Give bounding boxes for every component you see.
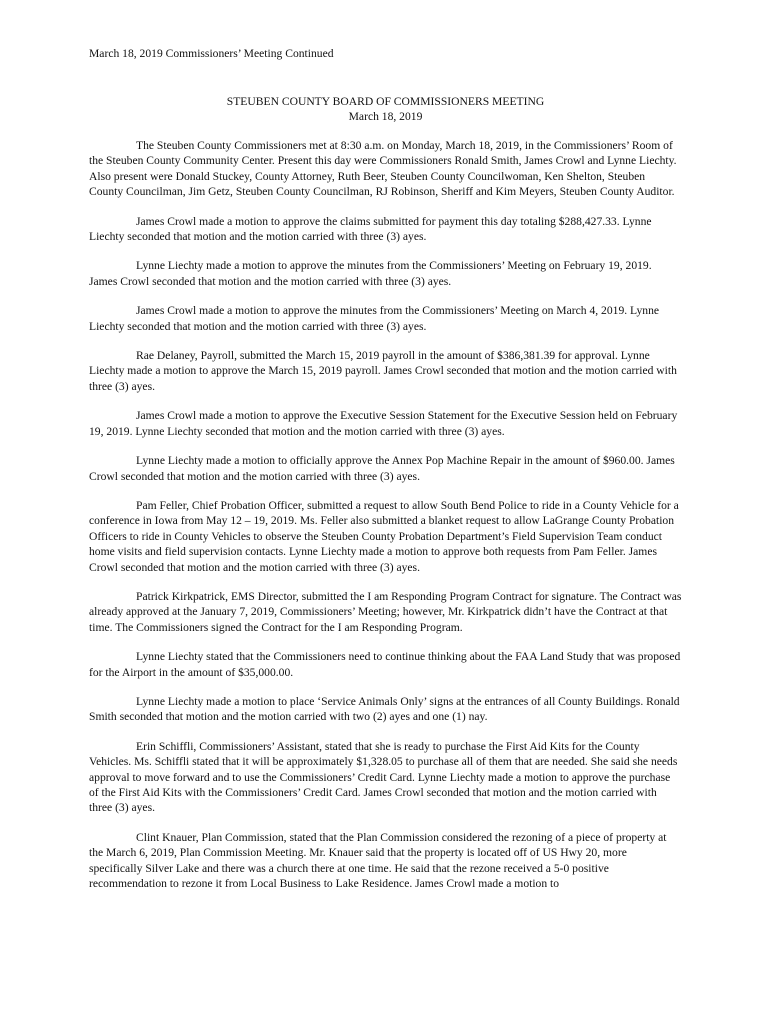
paragraph-service-animals: Lynne Liechty made a motion to place ‘Service Animals Only’ signs at the entrances of all County Buildings. Ronald Smith seconded that motion and the motion carried with two (2) ayes and one (1) nay. bbox=[89, 694, 680, 724]
paragraph-first-aid-kits: Erin Schiffli, Commissioners’ Assistant, stated that she is ready to purchase the First Aid Kits for the County Vehicles. Ms. Schiffli stated that it will be approximately $1,328.05 to purchase all of them that are needed. She said she needs approval to move forward and to use the Commissioners’ Credit Card. Lynne Liechty made a motion to approve the purchase of the First Aid Kits with the Commissioners’ Credit Card. James Crowl seconded that motion and the motion carried with three (3) ayes. bbox=[89, 739, 678, 815]
paragraph-pop-machine: Lynne Liechty made a motion to officially approve the Annex Pop Machine Repair in the amount of $960.00. James Crowl seconded that motion and the motion carried with three (3) ayes. bbox=[89, 454, 675, 483]
paragraph-ems-contract: Patrick Kirkpatrick, EMS Director, submitted the I am Responding Program Contract for signature. The Contract was already approved at the January 7, 2019, Commissioners’ Meeting; however, Mr. Kirkpatrick didn’t have the Contract at that time. The Commissioners signed the Contract for the I am Responding Program. bbox=[89, 589, 682, 634]
title-block bbox=[89, 94, 682, 125]
paragraph-attendance: The Steuben County Commissioners met at 8:30 a.m. on Monday, March 18, 2019, in the Commissioners’ Room of the Steuben County Community Center. Present this day were Commissioners Ronald Smith, James Crowl and Lynne Liechty. Also present were Donald Stuckey, County Attorney, Ruth Beer, Steuben County Councilwoman, Ken Shelton, Steuben County Councilman, Jim Getz, Steuben County Councilman, RJ Robinson, Sheriff and Kim Meyers, Steuben County Auditor. bbox=[89, 139, 677, 199]
minutes-body bbox=[89, 138, 682, 905]
paragraph-faa-study: Lynne Liechty stated that the Commissioners need to continue thinking about the FAA Land Study that was proposed for the Airport in the amount of $35,000.00. bbox=[89, 650, 681, 679]
paragraph-rezoning: Clint Knauer, Plan Commission, stated that the Plan Commission considered the rezoning of a piece of property at the March 6, 2019, Plan Commission Meeting. Mr. Knauer said that the property is located off of US Hwy 20, more specifically Silver Lake and there was a church there at one time. He said that the rezone received a 5-0 positive recommendation to rezone it from Local Business to Lake Residence. James Crowl made a motion to bbox=[89, 830, 667, 891]
paragraph-payroll: Rae Delaney, Payroll, submitted the March 15, 2019 payroll in the amount of $386,381.39 for approval. Lynne Liechty made a motion to approve the March 15, 2019 payroll. James Crowl seconded that motion and the motion carried with three (3) ayes. bbox=[89, 349, 677, 393]
running-header: March 18, 2019 Commissioners’ Meeting Continued bbox=[89, 47, 334, 60]
paragraph-executive-session: James Crowl made a motion to approve the Executive Session Statement for the Executive Session held on February 19, 2019. Lynne Liechty seconded that motion and the motion carried with three (3) ayes. bbox=[89, 409, 678, 438]
meeting-title: STEUBEN COUNTY BOARD OF COMMISSIONERS MEETING bbox=[226, 95, 545, 108]
paragraph-probation: Pam Feller, Chief Probation Officer, submitted a request to allow South Bend Police to ride in a County Vehicle for a conference in Iowa from May 12 – 19, 2019. Ms. Feller also submitted a blanket request to allow LaGrange County Probation Officers to ride in County Vehicles to observe the Steuben County Probation Department’s Field Supervision Team conduct home visits and field supervision contacts. Lynne Liechty made a motion to approve both requests from Pam Feller. James Crowl seconded that motion and the motion carried with three (3) ayes. bbox=[89, 498, 679, 574]
paragraph-minutes-mar-4: James Crowl made a motion to approve the minutes from the Commissioners’ Meeting on March 4, 2019. Lynne Liechty seconded that motion and the motion carried with three (3) ayes. bbox=[89, 304, 660, 333]
meeting-date: March 18, 2019 bbox=[348, 110, 423, 124]
paragraph-claims: James Crowl made a motion to approve the claims submitted for payment this day totaling $288,427.33. Lynne Liechty seconded that motion and the motion carried with three (3) ayes. bbox=[89, 214, 652, 244]
paragraph-minutes-feb-19: Lynne Liechty made a motion to approve the minutes from the Commissioners’ Meeting on February 19, 2019. James Crowl seconded that motion and the motion carried with three (3) ayes. bbox=[89, 259, 652, 288]
